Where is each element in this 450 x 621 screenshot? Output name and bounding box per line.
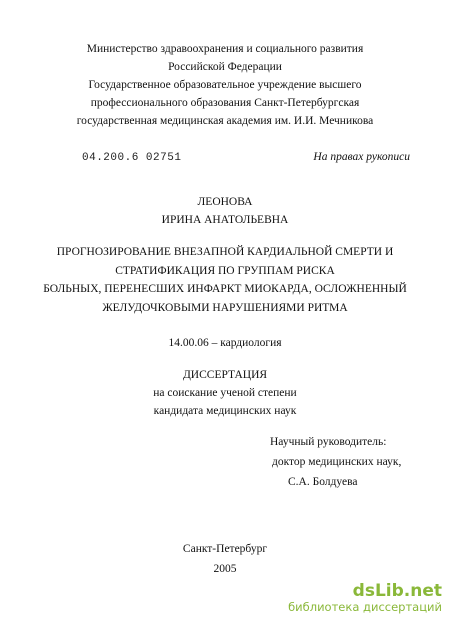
dissertation-title xyxy=(0,243,450,317)
header-line-2: Российской Федерации xyxy=(168,61,282,73)
header-line-4: профессионального образования Санкт-Петербургская xyxy=(90,97,360,109)
title-line-3: БОЛЬНЫХ, ПЕРЕНЕСШИХ ИНФАРКТ МИОКАРДА, ОСЛОЖНЕННЫЙ xyxy=(43,283,407,295)
dissertation-block xyxy=(0,366,450,420)
supervisor-label: Научный руководитель: xyxy=(270,436,387,448)
supervisor-name: С.А. Болдуева xyxy=(288,476,358,488)
footer-year: 2005 xyxy=(213,563,237,575)
title-line-1: ПРОГНОЗИРОВАНИЕ ВНЕЗАПНОЙ КАРДИАЛЬНОЙ СМЕРТИ И xyxy=(56,246,394,258)
dissertation-line-1: на соискание ученой степени xyxy=(153,387,297,399)
author-surname: ЛЕОНОВА xyxy=(197,196,253,208)
registration-number: 04.200.6 02751 xyxy=(82,152,182,164)
header-line-1: Министерство здравоохранения и социального развития xyxy=(86,43,364,55)
institution-header xyxy=(0,40,450,130)
header-line-3: Государственное образовательное учреждение высшего xyxy=(88,79,362,91)
footer-city: Санкт-Петербург xyxy=(182,543,268,555)
supervisor-degree: доктор медицинских наук, xyxy=(272,456,402,468)
watermark-subtitle: библиотека диссертаций xyxy=(288,600,442,614)
footer-block xyxy=(0,540,450,578)
title-line-4: ЖЕЛУДОЧКОВЫМИ НАРУШЕНИЯМИ РИТМА xyxy=(102,301,348,314)
author-name: ИРИНА АНАТОЛЬЕВНА xyxy=(161,214,289,226)
specialty: 14.00.06 – кардиология xyxy=(168,337,282,349)
dslib-watermark xyxy=(288,582,442,614)
dissertation-heading: ДИССЕРТАЦИЯ xyxy=(182,369,268,381)
watermark-logo: dsLib.net xyxy=(352,581,442,601)
author-block xyxy=(0,193,450,229)
manuscript-note: На правах рукописи xyxy=(313,151,410,163)
header-line-5: государственная медицинская академия им. И.И. Мечникова xyxy=(76,115,374,127)
title-line-2: СТРАТИФИКАЦИЯ ПО ГРУППАМ РИСКА xyxy=(115,264,335,277)
dissertation-line-2: кандидата медицинских наук xyxy=(153,405,297,417)
